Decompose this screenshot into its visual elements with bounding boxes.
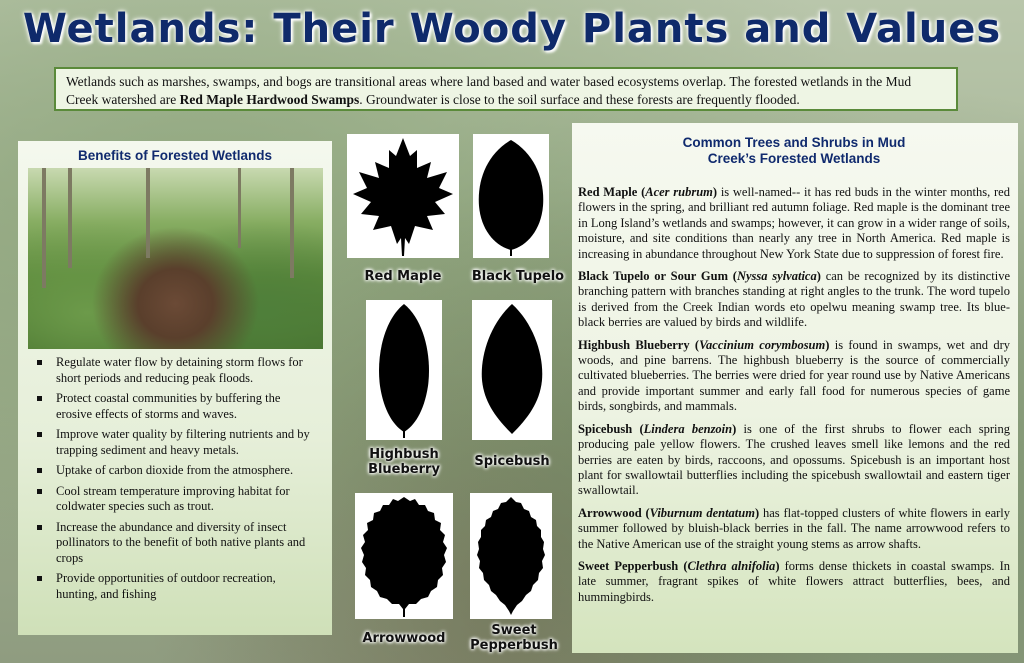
species-common-name: Red Maple: [578, 185, 638, 199]
intro-text-end: . Groundwater is close to the soil surface and these forests are frequently flooded.: [359, 92, 800, 107]
intro-box: [54, 67, 958, 111]
benefit-item: Improve water quality by filtering nutrients and by trapping sediment and heavy metals.: [32, 427, 318, 458]
species-common-name: Black Tupelo or Sour Gum: [578, 269, 728, 284]
intro-text: Wetlands such as marshes, swamps, and bogs are transitional areas where land based and water based ecosystems overlap. The forested wetlands in the Mud Creek watershed are: [66, 74, 912, 107]
species-description: is well-named-- it has red buds in the winter months, red flowers in the spring, and brilliant red autumn foliage. Red maple is the dominant tree in Long Island’s wetlands and swamps; however, it can grow in a wider range of soils, moisture, and site conditions than nearly any tree in North America. Red maple is increasing in abundance throughout New York State due to suppression of forest fire.: [578, 185, 1010, 261]
leaf-label-spicebush: Spicebush: [474, 454, 550, 469]
species-latin-name: Lindera benzoin: [643, 421, 733, 436]
species-entry-sweet-pepperbush: Sweet Pepperbush (Clethra alnifolia) forms dense thickets in coastal swamps. In late summer, fragrant spikes of white flowers attract butterflies, bees, and hummingbirds.: [578, 558, 1010, 604]
maple-leaf-icon: [347, 134, 459, 258]
leaf-label-sweet-pepperbush: Sweet Pepperbush: [470, 623, 558, 653]
species-entry-spicebush: Spicebush (Lindera benzoin) is one of the first shrubs to flower each spring producing pale yellow flowers. The crushed leaves smell like lemons and the red berries are eaten by birds, raccoons, and opossums. Spicebush is an important host plant for swallowtail butterflies including the spicebush swallowtail and eastern tiger swallowtail.: [578, 421, 1010, 498]
species-description: is found in swamps, wet and dry woods, and pine barrens. The highbush blueberry is the source of commercially cultivated blueberries. The berries were dried for year round use by Native Americans and provide important summer and early fall food for numerous species of game birds, songbirds, and mammals.: [578, 337, 1011, 414]
species-entry-highbush-blueberry: Highbush Blueberry (Vaccinium corymbosum) is found in swamps, wet and dry woods, and pine barrens. The highbush blueberry is the source of commercially cultivated blueberries. The berries were dried for year round use by Native Americans and provide important summer and early fall food for numerous species of game birds, songbirds, and mammals.: [578, 337, 1011, 414]
species-latin-name: Clethra alnifolia: [687, 558, 776, 573]
leaf-label-red-maple: Red Maple: [364, 269, 442, 284]
spicebush-leaf-icon: [472, 300, 552, 440]
intro-bold: Red Maple Hardwood Swamps: [179, 92, 360, 107]
species-description: is one of the first shrubs to flower each spring producing pale yellow flowers. The crushed leaves smell like lemons and the red berries are eaten by birds, raccoons, and opossums. Spicebush is an important host plant for swallowtail butterflies including the spicebush swallowtail and eastern tiger swallowtail.: [578, 421, 1010, 498]
benefits-panel: [18, 141, 332, 635]
species-description: can be recognized by its distinctive branching pattern with branches standing at right angles to the trunk. The word tupelo is derived from the Creek Indian words eto opelwu meaning swamp tree. Its blue-black berries are valued by birds and wildlife.: [578, 269, 1010, 330]
species-description: has flat-topped clusters of white flowers in early summer followed by bluish-black berries in the fall. The name arrowwood refers to the Native American use of the straight young stems as arrow shafts.: [578, 505, 1011, 551]
benefit-item: Increase the abundance and diversity of insect pollinators to the benefit of both native plants and crops: [32, 520, 318, 567]
species-latin-name: Nyssa sylvatica: [736, 269, 817, 284]
species-latin-name: Viburnum dentatum: [649, 505, 755, 520]
species-entry-arrowwood: Arrowwood (Viburnum dentatum) has flat-topped clusters of white flowers in early summer followed by bluish-black berries in the fall. The name arrowwood refers to the Native American use of the straight young stems as arrow shafts.: [578, 505, 1011, 551]
species-latin-name: Vaccinium corymbosum: [699, 337, 826, 352]
species-entry-black-tupelo: Black Tupelo or Sour Gum (Nyssa sylvatica) can be recognized by its distinctive branching pattern with branches standing at right angles to the trunk. The word tupelo is derived from the Creek Indian words eto opelwu meaning swamp tree. Its blue-black berries are valued by birds and wildlife.: [578, 269, 1010, 330]
species-entry-red-maple: Red Maple (Acer rubrum) is well-named-- it has red buds in the winter months, red flowers in the spring, and brilliant red autumn foliage. Red maple is the dominant tree in Long Island’s wetlands and swamps; however, it can grow in a wider range of soils, moisture, and site conditions than nearly any tree in North America. Red maple is increasing in abundance throughout New York State due to suppression of forest fire.: [578, 185, 1010, 261]
wetland-photo: [28, 168, 323, 349]
leaf-label-black-tupelo: Black Tupelo: [471, 269, 565, 284]
pepperbush-leaf-icon: [470, 493, 552, 619]
arrowwood-leaf-icon: [355, 493, 453, 619]
species-description: forms dense thickets in coastal swamps. In late summer, fragrant spikes of white flowers attract butterflies, bees, and hummingbirds.: [578, 558, 1010, 604]
blueberry-leaf-icon: [366, 300, 442, 440]
species-latin-name: Acer rubrum: [645, 185, 713, 199]
benefits-list: [32, 355, 318, 607]
benefit-item: Regulate water flow by detaining storm flows for short periods and reducing peak floods.: [32, 355, 318, 386]
leaf-label-arrowwood: Arrowwood: [362, 631, 446, 646]
poster-title: Wetlands: Their Woody Plants and Values: [22, 6, 1002, 52]
benefit-item: Cool stream temperature improving habitat for coldwater species such as trout.: [32, 484, 318, 515]
benefit-item: Protect coastal communities by buffering the erosive effects of storms and waves.: [32, 391, 318, 422]
species-heading: Common Trees and Shrubs in Mud Creek’s Forested Wetlands: [682, 135, 906, 166]
tupelo-leaf-icon: [473, 134, 549, 258]
species-common-name: Spicebush: [578, 421, 633, 436]
species-common-name: Arrowwood: [578, 505, 642, 520]
benefits-heading: Benefits of Forested Wetlands: [77, 148, 273, 163]
leaf-label-highbush-blueberry: Highbush Blueberry: [368, 447, 440, 477]
species-common-name: Highbush Blueberry: [578, 337, 690, 352]
species-common-name: Sweet Pepperbush: [578, 558, 679, 573]
benefit-item: Uptake of carbon dioxide from the atmosphere.: [32, 463, 318, 479]
benefit-item: Provide opportunities of outdoor recreation, hunting, and fishing: [32, 571, 318, 602]
species-panel: [572, 123, 1018, 653]
